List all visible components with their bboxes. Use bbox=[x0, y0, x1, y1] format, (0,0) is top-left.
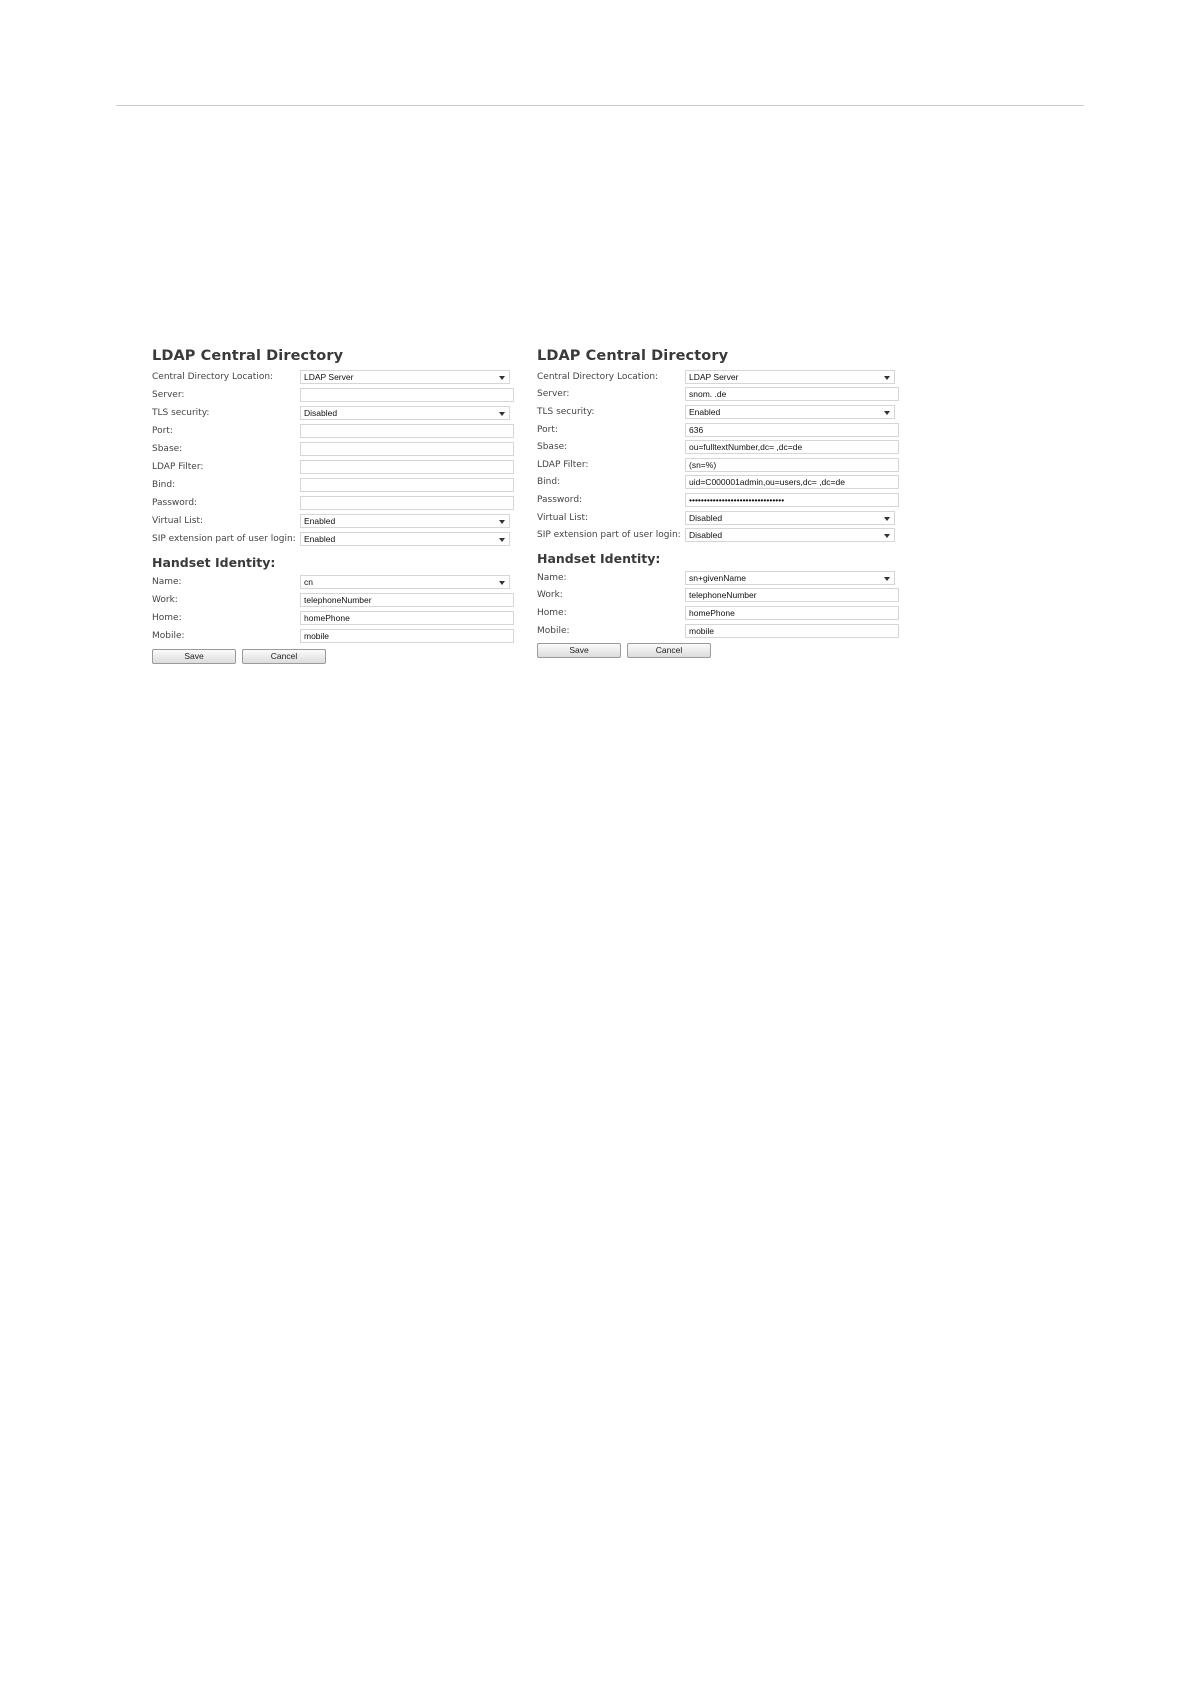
mobile-input[interactable] bbox=[300, 629, 514, 643]
password-input[interactable] bbox=[300, 496, 514, 510]
chevron-down-icon bbox=[499, 376, 505, 380]
field-value: mobile bbox=[689, 625, 715, 636]
field-label: Server: bbox=[537, 389, 570, 400]
field-label: Sbase: bbox=[152, 444, 183, 454]
field-value: homePhone bbox=[304, 613, 350, 623]
form-row-central-directory-location bbox=[152, 368, 516, 386]
form-row-mobile bbox=[152, 627, 516, 645]
mobile-input[interactable] bbox=[685, 624, 899, 638]
field-label: Name: bbox=[152, 577, 182, 587]
server-input[interactable] bbox=[300, 388, 514, 402]
field-value: telephoneNumber bbox=[304, 595, 372, 605]
home-input[interactable] bbox=[685, 606, 899, 620]
sbase-input[interactable] bbox=[685, 440, 899, 454]
form-row-server bbox=[152, 386, 516, 404]
ldap-filter-input[interactable] bbox=[685, 458, 899, 472]
handset-fields bbox=[537, 569, 901, 639]
form-row-mobile bbox=[537, 622, 901, 640]
work-input[interactable] bbox=[300, 593, 514, 607]
field-label: Central Directory Location: bbox=[537, 371, 659, 382]
field-label: Work: bbox=[537, 590, 563, 601]
field-value: Disabled bbox=[304, 408, 338, 418]
name-select[interactable] bbox=[685, 571, 895, 585]
field-label: Virtual List: bbox=[152, 516, 204, 526]
sip-extension-part-of-user-login-select[interactable] bbox=[685, 528, 895, 542]
form-row-port bbox=[537, 421, 901, 439]
ldap-fields bbox=[152, 368, 516, 548]
field-label: Password: bbox=[152, 498, 198, 508]
virtual-list-select[interactable] bbox=[685, 511, 895, 525]
central-directory-location-select[interactable] bbox=[300, 370, 510, 384]
field-label: TLS security: bbox=[152, 408, 210, 418]
form-row-bind bbox=[152, 476, 516, 494]
ldap-fields bbox=[537, 368, 901, 544]
field-label: Virtual List: bbox=[537, 512, 589, 523]
form-row-port bbox=[152, 422, 516, 440]
field-label: Mobile: bbox=[152, 631, 185, 641]
sip-extension-part-of-user-login-select[interactable] bbox=[300, 532, 510, 546]
field-value: uid=C000001admin,ou=users,dc= ,dc=de bbox=[689, 477, 845, 488]
form-buttons bbox=[152, 649, 516, 664]
chevron-down-icon bbox=[884, 376, 890, 380]
field-label: SIP extension part of user login: bbox=[537, 530, 681, 541]
field-label: Home: bbox=[537, 607, 567, 618]
chevron-down-icon bbox=[884, 411, 890, 415]
handset-identity-title: Handset Identity: bbox=[152, 555, 276, 570]
save-button[interactable]: Save bbox=[537, 643, 621, 658]
work-input[interactable] bbox=[685, 588, 899, 602]
cancel-button[interactable]: Cancel bbox=[627, 643, 711, 658]
virtual-list-select[interactable] bbox=[300, 514, 510, 528]
bind-input[interactable] bbox=[300, 478, 514, 492]
form-row-bind bbox=[537, 474, 901, 492]
field-label: Name: bbox=[537, 572, 567, 583]
chevron-down-icon bbox=[499, 412, 505, 416]
field-value: telephoneNumber bbox=[689, 590, 757, 601]
form-row-virtual-list bbox=[537, 509, 901, 527]
field-value: Enabled bbox=[689, 406, 721, 417]
field-value: cn bbox=[304, 577, 313, 587]
handset-identity-title: Handset Identity: bbox=[537, 550, 661, 566]
port-input[interactable] bbox=[685, 423, 899, 437]
chevron-down-icon bbox=[499, 581, 505, 585]
field-label: Home: bbox=[152, 613, 182, 623]
port-input[interactable] bbox=[300, 424, 514, 438]
ldap-settings-panel-empty bbox=[152, 346, 516, 664]
field-value: mobile bbox=[304, 631, 330, 641]
chevron-down-icon bbox=[499, 520, 505, 524]
field-label: SIP extension part of user login: bbox=[152, 534, 296, 544]
form-row-password bbox=[537, 491, 901, 509]
ldap-settings-panel-filled bbox=[537, 346, 901, 658]
tls-security-select[interactable] bbox=[300, 406, 510, 420]
field-value: Enabled bbox=[304, 516, 336, 526]
field-label: Password: bbox=[537, 494, 583, 505]
form-row-password bbox=[152, 494, 516, 512]
home-input[interactable] bbox=[300, 611, 514, 625]
field-label: LDAP Filter: bbox=[152, 462, 204, 472]
field-value: Disabled bbox=[689, 530, 723, 541]
form-row-sbase bbox=[152, 440, 516, 458]
page-header-rule bbox=[116, 105, 1084, 106]
field-value: sn+givenName bbox=[689, 572, 746, 583]
chevron-down-icon bbox=[884, 534, 890, 538]
form-row-server bbox=[537, 386, 901, 404]
field-value: •••••••••••••••••••••••••••••••• bbox=[689, 494, 785, 505]
field-value: LDAP Server bbox=[689, 371, 739, 382]
field-value: homePhone bbox=[689, 607, 735, 618]
field-label: Mobile: bbox=[537, 625, 570, 636]
field-value: Enabled bbox=[304, 534, 336, 544]
form-row-home bbox=[152, 609, 516, 627]
field-label: Server: bbox=[152, 390, 185, 400]
form-row-ldap-filter bbox=[537, 456, 901, 474]
field-value: ou=fulltextNumber,dc= ,dc=de bbox=[689, 442, 803, 453]
ldap-filter-input[interactable] bbox=[300, 460, 514, 474]
chevron-down-icon bbox=[884, 517, 890, 521]
panel-title: LDAP Central Directory bbox=[152, 348, 344, 364]
field-label: LDAP Filter: bbox=[537, 459, 589, 470]
form-row-tls-security bbox=[152, 404, 516, 422]
form-row-sbase bbox=[537, 438, 901, 456]
chevron-down-icon bbox=[499, 538, 505, 542]
server-input[interactable] bbox=[685, 387, 899, 401]
field-label: Central Directory Location: bbox=[152, 372, 274, 382]
password-input[interactable] bbox=[685, 493, 899, 507]
central-directory-location-select[interactable] bbox=[685, 370, 895, 384]
chevron-down-icon bbox=[884, 577, 890, 581]
form-row-tls-security bbox=[537, 403, 901, 421]
handset-fields bbox=[152, 573, 516, 645]
field-label: Port: bbox=[152, 426, 173, 436]
save-button[interactable]: Save bbox=[152, 649, 236, 664]
tls-security-select[interactable] bbox=[685, 405, 895, 419]
cancel-button[interactable]: Cancel bbox=[242, 649, 326, 664]
form-row-name bbox=[152, 573, 516, 591]
name-select[interactable] bbox=[300, 575, 510, 589]
field-label: Port: bbox=[537, 424, 558, 435]
form-row-home bbox=[537, 604, 901, 622]
form-row-ldap-filter bbox=[152, 458, 516, 476]
field-label: TLS security: bbox=[537, 406, 595, 417]
field-value: Disabled bbox=[689, 512, 723, 523]
form-row-work bbox=[537, 587, 901, 605]
field-value: 636 bbox=[689, 424, 704, 435]
form-row-name bbox=[537, 569, 901, 587]
field-label: Bind: bbox=[537, 477, 561, 488]
field-value: (sn=%) bbox=[689, 459, 717, 470]
field-value: LDAP Server bbox=[304, 372, 354, 382]
form-row-sip-extension-part-of-user-login bbox=[152, 530, 516, 548]
form-row-central-directory-location bbox=[537, 368, 901, 386]
form-buttons bbox=[537, 643, 901, 658]
field-label: Work: bbox=[152, 595, 178, 605]
form-row-virtual-list bbox=[152, 512, 516, 530]
field-label: Bind: bbox=[152, 480, 176, 490]
sbase-input[interactable] bbox=[300, 442, 514, 456]
form-row-work bbox=[152, 591, 516, 609]
form-row-sip-extension-part-of-user-login bbox=[537, 526, 901, 544]
field-value: snom. .de bbox=[689, 389, 727, 400]
bind-input[interactable] bbox=[685, 475, 899, 489]
panel-title: LDAP Central Directory bbox=[537, 348, 729, 364]
field-label: Sbase: bbox=[537, 442, 568, 453]
